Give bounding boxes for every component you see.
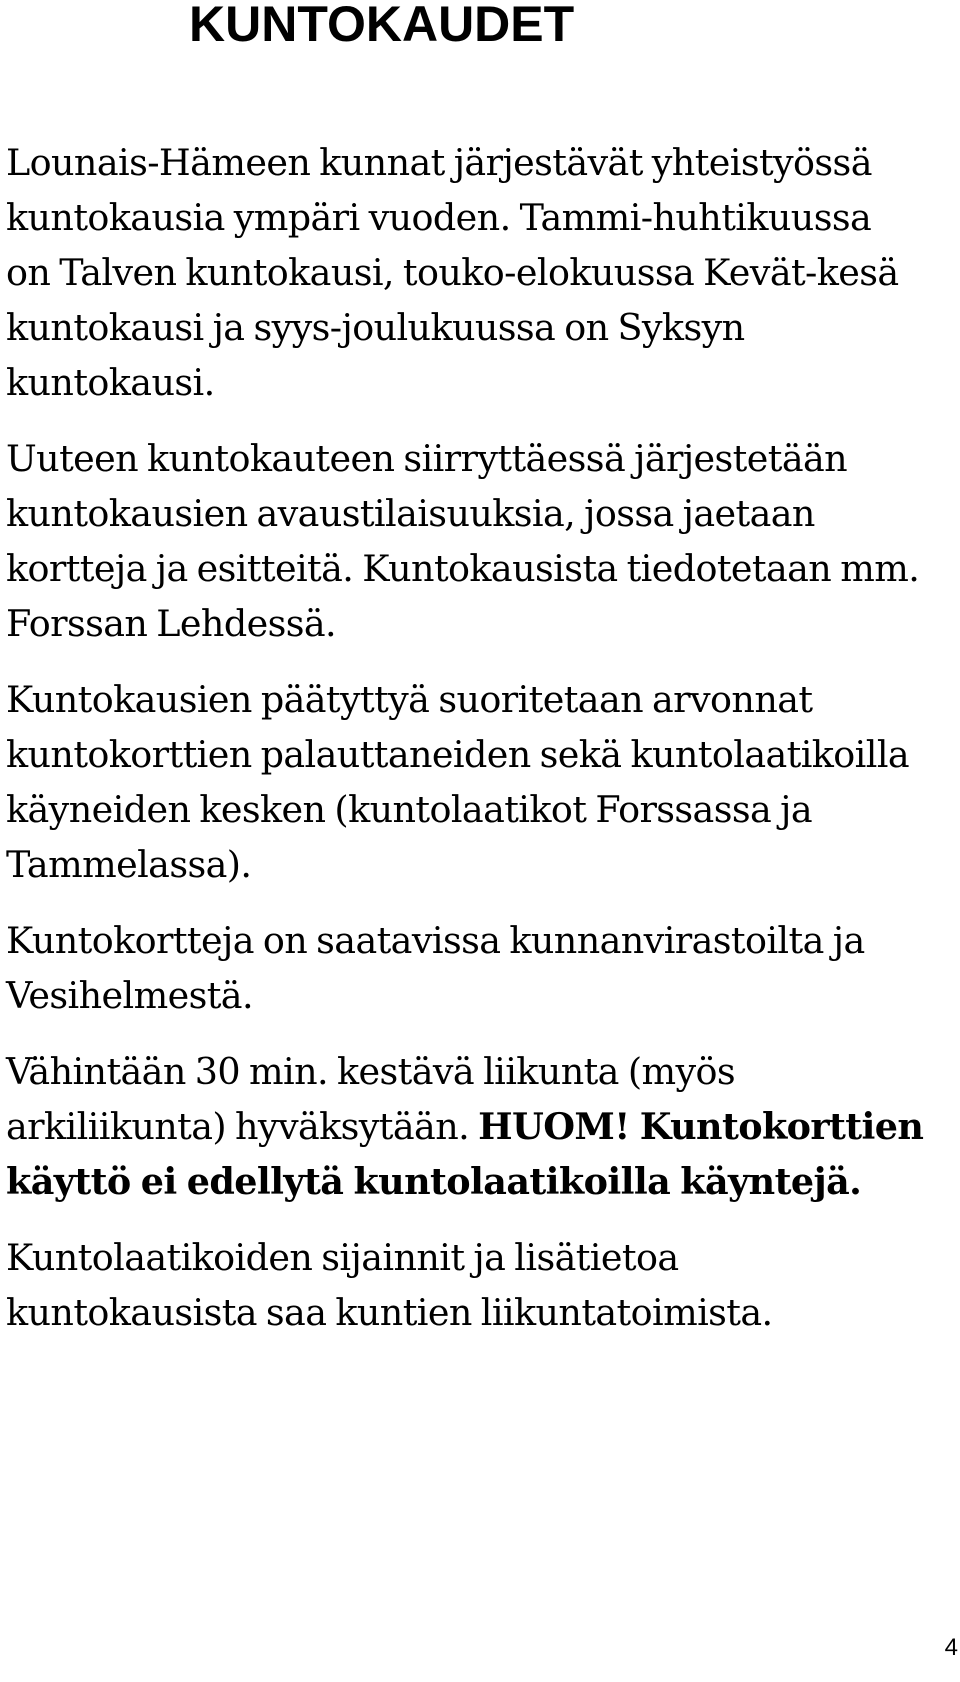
text-line: kuntokausista saa kuntien liikuntatoimista. xyxy=(6,1291,773,1334)
text-line: Uuteen kuntokauteen siirryttäessä järjestetään xyxy=(6,437,848,480)
notice-text: käyttö ei edellytä kuntolaatikoilla käyntejä. xyxy=(6,1160,862,1203)
text-line: Kuntokortteja on saatavissa kunnanvirastoilta ja xyxy=(6,919,865,962)
text-line: kuntokausia ympäri vuoden. Tammi-huhtikuussa xyxy=(6,196,872,239)
notice-text: HUOM! Kuntokorttien xyxy=(478,1105,924,1148)
text-line: kuntokausi ja syys-joulukuussa on Syksyn xyxy=(6,306,745,349)
paragraph-seasons xyxy=(6,135,956,410)
text-line: käyneiden kesken (kuntolaatikot Forssassa ja xyxy=(6,788,813,831)
text-line: on Talven kuntokausi, touko-elokuussa Kevät-kesä xyxy=(6,251,899,294)
text-line: Lounais-Hämeen kunnat järjestävät yhteistyössä xyxy=(6,141,872,184)
text-line: Vesihelmestä. xyxy=(6,974,253,1017)
page-number: 4 xyxy=(944,1634,958,1661)
paragraph-availability xyxy=(6,913,956,1023)
text-line: Kuntokausien päätyttyä suoritetaan arvonnat xyxy=(6,678,813,721)
text-line: kuntokausien avaustilaisuuksia, jossa jaetaan xyxy=(6,492,815,535)
text-line: Forssan Lehdessä. xyxy=(6,602,337,645)
document-body xyxy=(6,135,956,1361)
paragraph-lottery xyxy=(6,672,956,892)
text-line: Kuntolaatikoiden sijainnit ja lisätietoa xyxy=(6,1236,679,1279)
text-line: kuntokorttien palauttaneiden sekä kuntolaatikoilla xyxy=(6,733,910,776)
paragraph-opening-events xyxy=(6,431,956,651)
text-segment: arkiliikunta) hyväksytään. xyxy=(6,1105,479,1148)
text-line: kortteja ja esitteitä. Kuntokausista tiedotetaan mm. xyxy=(6,547,920,590)
text-line xyxy=(6,1099,956,1154)
text-line: Tammelassa). xyxy=(6,843,252,886)
paragraph-more-info xyxy=(6,1230,956,1340)
paragraph-requirements xyxy=(6,1044,956,1209)
text-line: kuntokausi. xyxy=(6,361,215,404)
text-line: Vähintään 30 min. kestävä liikunta (myös xyxy=(6,1050,736,1093)
page-title: KUNTOKAUDET xyxy=(189,0,575,52)
